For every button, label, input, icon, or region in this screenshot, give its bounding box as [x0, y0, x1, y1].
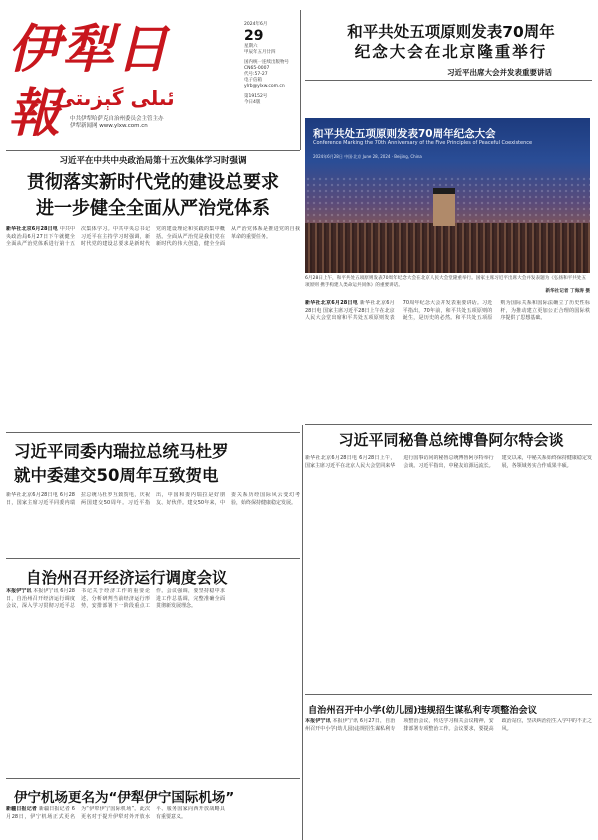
date-year-month: 2024年6月	[244, 22, 268, 27]
peru-headline[interactable]: 习近平同秘鲁总统博鲁阿尔特会谈	[338, 431, 564, 449]
dateline: 本报伊宁讯	[6, 588, 32, 594]
divider	[305, 424, 592, 425]
divider	[6, 432, 300, 433]
date-day: 29	[244, 28, 264, 45]
venezuela-headline[interactable]	[14, 440, 300, 488]
postal-code: 代号:57-27	[244, 72, 268, 78]
dateline: 本报伊宁讯	[305, 718, 331, 724]
podium	[433, 188, 455, 226]
dateline: 新华社北京6月28日电	[305, 300, 359, 306]
airport-body	[6, 806, 300, 838]
lead-headline[interactable]	[6, 170, 300, 222]
caption-text: 6月28日上午，和平共处五项原则发表70周年纪念大会在北京人民大会堂隆重举行。国家主席习近平出席大会并发表题为《弘扬和平共处五项原则 携手构建人类命运共同体》的重要讲话。	[305, 276, 587, 288]
date-weekday: 星期六	[244, 44, 258, 50]
school-body	[305, 718, 592, 836]
dateline: 新疆日报记者	[6, 806, 38, 812]
cn-label: 国内统一连续出版物号	[244, 59, 289, 65]
page-count: 今日4版	[244, 99, 261, 105]
article-text: 新华社北京6月28日电 6月28日，国家主席习近平同委内瑞拉总统马杜罗互致贺电，庆祝两国建交50周年。习近平指出，中国和委内瑞拉是好朋友、好伙伴。建交50年来，中委关系历经国际风云变幻考验，始终保持健康稳定发展。	[6, 492, 300, 506]
date-box	[244, 22, 294, 150]
airport-headline[interactable]: 伊宁机场更名为“伊犁伊宁国际机场”	[14, 790, 235, 806]
article-text: 本报伊宁讯 6月28日，自治州召开经济运行调度会议，深入学习贯彻习近平总书记关于经济工作的重要论述，分析研判当前经济运行形势，安排部署下一阶段重点工作。会议强调，要坚持稳中求进工作总基调，完整准确全面贯彻新发展理念。	[6, 588, 225, 610]
date-lunar: 甲辰年五月廿四	[244, 50, 276, 56]
stage-pattern	[305, 223, 590, 273]
newspaper-logo: 伊犁日報	[8, 19, 171, 144]
uyghur-logo-text: ئىلى گېزىتى	[55, 86, 175, 110]
article-text: 中共中央政治局6月27日下午就健全全面从严治党体系进行第十五次集体学习。中共中央总书记习近平在主持学习时强调，新时代党的建设总要求是新时代党的建设理论和实践的集中概括。全面从严治党是我们党在新时代的伟大创造，健全全面从严治党体系是推进党的自我革命的重要任务。	[6, 226, 300, 248]
peru-body	[305, 455, 592, 690]
article-text: 本报伊宁讯 6月27日，自治州召开中小学(幼儿园)违规招生谋私利专项整治会议，传达学习相关会议精神，安排部署专项整治工作。会议要求，要提高政治站位，坚决纠治招生入学中的不正之风。	[305, 718, 592, 732]
venezuela-headline-line1: 习近平同委内瑞拉总统马杜罗	[14, 442, 229, 461]
lead-kicker: 习近平在中共中央政治局第十五次集体学习时强调	[59, 156, 247, 166]
email[interactable]: ylrb@ylxw.com.cn	[244, 84, 285, 90]
lead-headline-line1: 贯彻落实新时代党的建设总要求	[27, 172, 279, 193]
top-right-body	[305, 300, 590, 420]
article-text: 新华社北京6月28日电 国家主席习近平28日上午在北京人民大会堂出席和平共处五项原则发表70周年纪念大会并发表重要讲话。习近平指出，70年前，和平共处五项原则的诞生，是历史的必然。和平共处五项原则为国际关系和国际法确立了历史性标杆，为推动建立更加公正合理的国际秩序提供了思想基础。	[305, 300, 590, 322]
email-label: 电子信箱	[244, 78, 262, 84]
publisher-text: 中共伊犁哈萨克自治州委员会主管主办	[70, 116, 164, 122]
divider	[305, 694, 592, 695]
photo-date: 2024年6月28日 中国·北京 June 28, 2024 · Beijing, China	[313, 154, 422, 159]
dateline: 新华社北京6月28日电	[6, 226, 58, 232]
site-text[interactable]: 伊犁新闻网 www.ylxw.com.cn	[70, 123, 148, 129]
article-text: 新疆日报记者 6月28日，伊宁机场正式更名为“伊犁伊宁国际机场”。此次更名对于提升伊犁对外开放水平、服务国家向西开放战略具有重要意义。	[6, 806, 225, 820]
divider	[305, 80, 592, 81]
divider	[6, 778, 300, 779]
cn-code: CN65-0007	[244, 65, 270, 71]
divider	[300, 10, 301, 150]
venezuela-body	[6, 492, 300, 556]
photo-credit: 新华社记者 丁海涛 摄	[545, 289, 590, 295]
top-headline-line1: 和平共处五项原则发表70周年	[347, 23, 555, 41]
photo-caption	[305, 276, 590, 296]
masthead-subtitle	[70, 116, 220, 130]
economy-body	[6, 588, 300, 773]
school-headline[interactable]: 自治州召开中小学(幼儿园)违规招生谋私利专项整治会议	[308, 705, 537, 716]
photo-title: 和平共处五项原则发表70周年纪念大会	[313, 128, 496, 140]
venezuela-headline-line2: 就中委建交50周年互致贺电	[14, 466, 219, 485]
lead-headline-line2: 进一步健全全面从严治党体系	[36, 198, 270, 219]
divider	[6, 150, 300, 151]
top-subhead: 习近平出席大会并发表重要讲话	[447, 68, 552, 77]
divider	[6, 558, 300, 559]
divider	[302, 425, 303, 840]
issue-number: 第19152号	[244, 93, 268, 99]
conference-photo[interactable]	[305, 118, 590, 273]
article-text: 新华社北京6月28日电 6月28日上午，国家主席习近平在北京人民大会堂同来华进行国事访问的秘鲁总统博鲁阿尔特举行会谈。习近平指出，中秘友谊源远流长。建交以来，中秘关系始终保持健康稳定发展，各领域务实合作成果丰硕。	[305, 455, 592, 469]
top-headline-line2: 纪念大会在北京隆重举行	[354, 43, 548, 61]
economy-headline[interactable]: 自治州召开经济运行调度会议	[26, 569, 228, 587]
top-headline[interactable]	[310, 22, 592, 62]
photo-title-en: Conference Marking the 70th Anniversary of the Five Principles of Peaceful Coexistence	[313, 140, 533, 146]
lead-body	[6, 226, 300, 426]
